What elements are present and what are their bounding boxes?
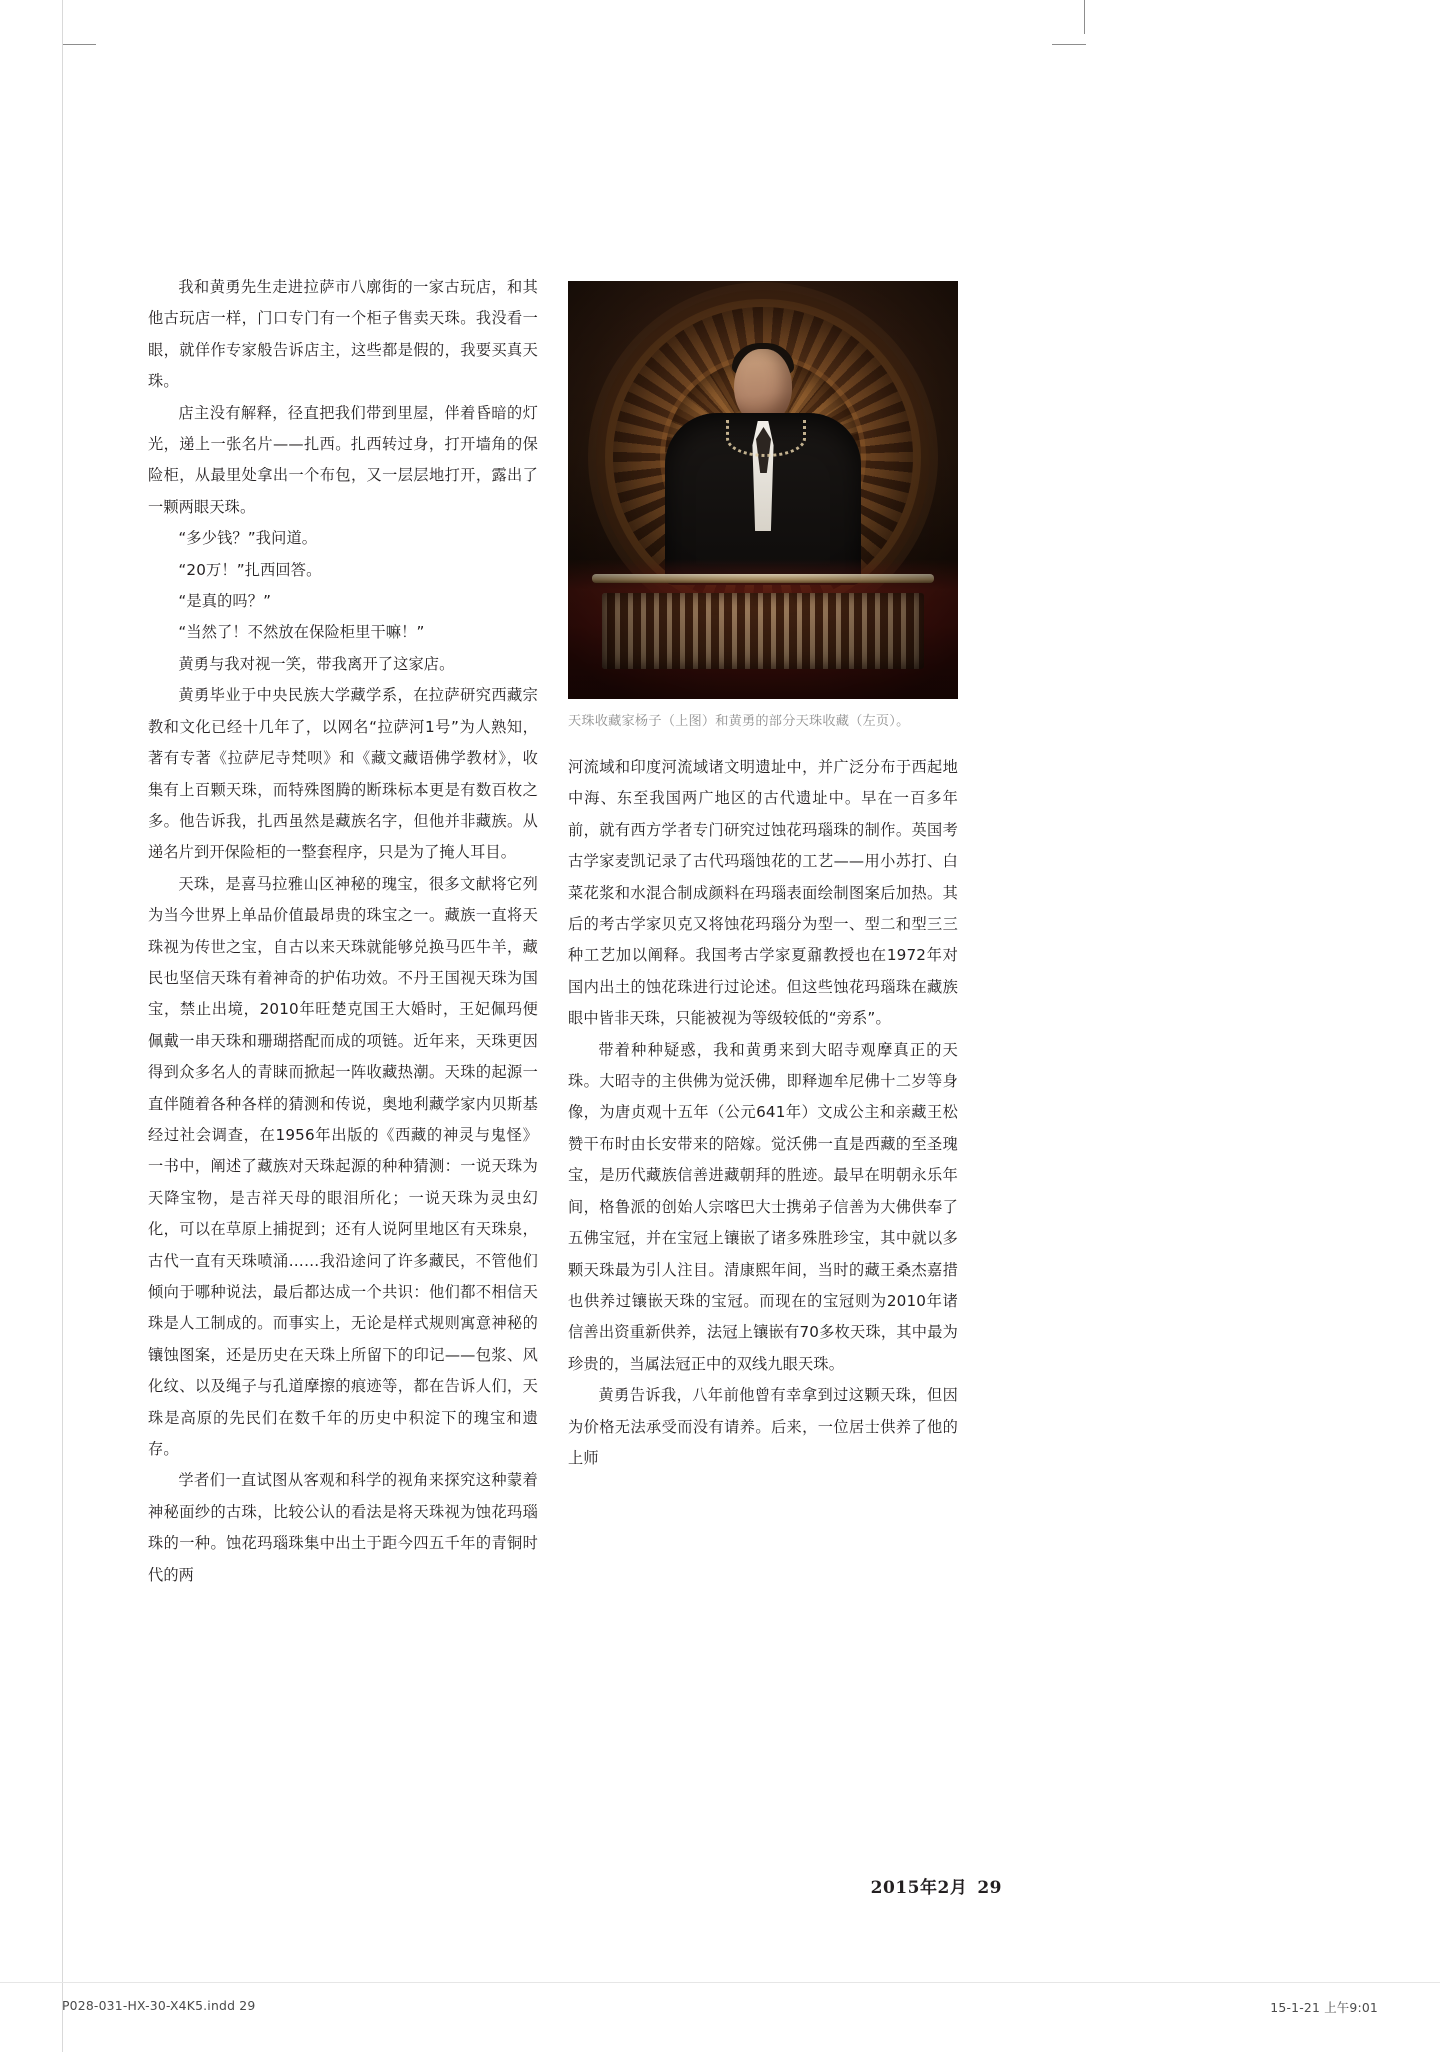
issue-date: 2015年2月 bbox=[870, 1878, 968, 1898]
dialogue-line: “是真的吗？” bbox=[178, 592, 272, 611]
paragraph: 我和黄勇先生走进拉萨市八廓街的一家古玩店，和其他古玩店一样，门口专门有一个柜子售卖天珠。我没看一眼，就佯作专家般告诉店主，这些都是假的，我要买真天珠。 bbox=[148, 278, 538, 391]
slug-rule bbox=[0, 1982, 1440, 1983]
page-footer bbox=[0, 1873, 1440, 1898]
crop-mark-top-right-h bbox=[1052, 44, 1086, 45]
photo-vignette bbox=[568, 281, 958, 699]
crop-mark-top-right bbox=[1084, 0, 1085, 34]
paragraph: 黄勇告诉我，八年前他曾有幸拿到过这颗天珠，但因为价格无法承受而没有请养。后来，一位居士供养了他的上师 bbox=[568, 1386, 958, 1467]
photo-caption: 天珠收藏家杨子（上图）和黄勇的部分天珠收藏（左页）。 bbox=[568, 714, 910, 729]
gutter-rule bbox=[62, 0, 63, 2052]
paragraph: 河流域和印度河流域诸文明遗址中，并广泛分布于西起地中海、东至我国两广地区的古代遗址中。早在一百多年前，就有西方学者专门研究过蚀花玛瑙珠的制作。英国考古学家麦凯记录了古代玛瑙蚀花的工艺——用小苏打、白菜花浆和水混合制成颜料在玛瑙表面绘制图案后加热。其后的考古学家贝克又将蚀花玛瑙分为型一、型二和型三三种工艺加以阐释。我国考古学家夏鼐教授也在1972年对国内出土的蚀花珠进行过论述。但这些蚀花玛瑙珠在藏族眼中皆非天珠，只能被视为等级较低的“旁系”。 bbox=[568, 758, 958, 1028]
crop-mark-top-left-h bbox=[62, 44, 96, 45]
paragraph: 学者们一直试图从客观和科学的视角来探究这种蒙着神秘面纱的古珠，比较公认的看法是将天珠视为蚀花玛瑙珠的一种。蚀花玛瑙珠集中出土于距今四五千年的青铜时代的两 bbox=[148, 1471, 538, 1584]
paragraph: 天珠，是喜马拉雅山区神秘的瑰宝，很多文献将它列为当今世界上单品价值最昂贵的珠宝之一。藏族一直将天珠视为传世之宝，自古以来天珠就能够兑换马匹牛羊，藏民也坚信天珠有着神奇的护佑功效。不丹王国视天珠为国宝，禁止出境，2010年旺楚克国王大婚时，王妃佩玛便佩戴一串天珠和珊瑚搭配而成的项链。近年来，天珠更因得到众多名人的青睐而掀起一阵收藏热潮。天珠的起源一直伴随着各种各样的猜测和传说，奥地利藏学家内贝斯基经过社会调查，在1956年出版的《西藏的神灵与鬼怪》一书中，阐述了藏族对天珠起源的种种猜测：一说天珠为天降宝物，是吉祥天母的眼泪所化；一说天珠为灵虫幻化，可以在草原上捕捉到；还有人说阿里地区有天珠泉，古代一直有天珠喷涌……我沿途问了许多藏民，不管他们倾向于哪种说法，最后都达成一个共识：他们都不相信天珠是人工制成的。而事实上，无论是样式规则寓意神秘的镶蚀图案，还是历史在天珠上所留下的印记——包浆、风化纹、以及绳子与孔道摩擦的痕迹等，都在告诉人们，天珠是高原的先民们在数千年的历史中积淀下的瑰宝和遗存。 bbox=[148, 874, 538, 1459]
dialogue-line: “当然了！不然放在保险柜里干嘛！” bbox=[178, 623, 425, 642]
dialogue-line: “多少钱？”我问道。 bbox=[178, 529, 318, 548]
paragraph: 带着种种疑惑，我和黄勇来到大昭寺观摩真正的天珠。大昭寺的主供佛为觉沃佛，即释迦牟尼佛十二岁等身像，为唐贞观十五年（公元641年）文成公主和亲藏王松赞干布时由长安带来的陪嫁。觉沃佛一直是西藏的至圣瑰宝，是历代藏族信善进藏朝拜的胜迹。最早在明朝永乐年间，格鲁派的创始人宗喀巴大士携弟子信善为大佛供奉了五佛宝冠，并在宝冠上镶嵌了诸多殊胜珍宝，其中就以多颗天珠最为引人注目。清康熙年间，当时的藏王桑杰嘉措也供养过镶嵌天珠的宝冠。而现在的宝冠则为2010年诸信善出资重新供养，法冠上镶嵌有70多枚天珠，其中最为珍贵的，当属法冠正中的双线九眼天珠。 bbox=[568, 1040, 958, 1373]
article-photo bbox=[568, 281, 958, 699]
left-column bbox=[148, 272, 538, 1591]
paragraph: 黄勇毕业于中央民族大学藏学系，在拉萨研究西藏宗教和文化已经十几年了，以网名“拉萨河1号”为人熟知，著有专著《拉萨尼寺梵呗》和《藏文藏语佛学教材》，收集有上百颗天珠，而特殊图腾的断珠标本更是有数百枚之多。他告诉我，扎西虽然是藏族名字，但他并非藏族。从递名片到开保险柜的一整套程序，只是为了掩人耳目。 bbox=[148, 686, 538, 862]
print-slug-timestamp: 15-1-21 上午9:01 bbox=[1270, 2000, 1378, 2015]
page-number: 29 bbox=[977, 1878, 1002, 1898]
article-body bbox=[148, 272, 998, 1892]
print-slug-filename: P028-031-HX-30-X4K5.indd 29 bbox=[62, 1998, 256, 2013]
dialogue-line: “20万！”扎西回答。 bbox=[178, 560, 322, 579]
right-column bbox=[568, 752, 958, 1474]
paragraph: 黄勇与我对视一笑，带我离开了这家店。 bbox=[178, 654, 455, 673]
paragraph: 店主没有解释，径直把我们带到里屋，伴着昏暗的灯光，递上一张名片——扎西。扎西转过身，打开墙角的保险柜，从最里处拿出一个布包，又一层层地打开，露出了一颗两眼天珠。 bbox=[148, 403, 538, 516]
